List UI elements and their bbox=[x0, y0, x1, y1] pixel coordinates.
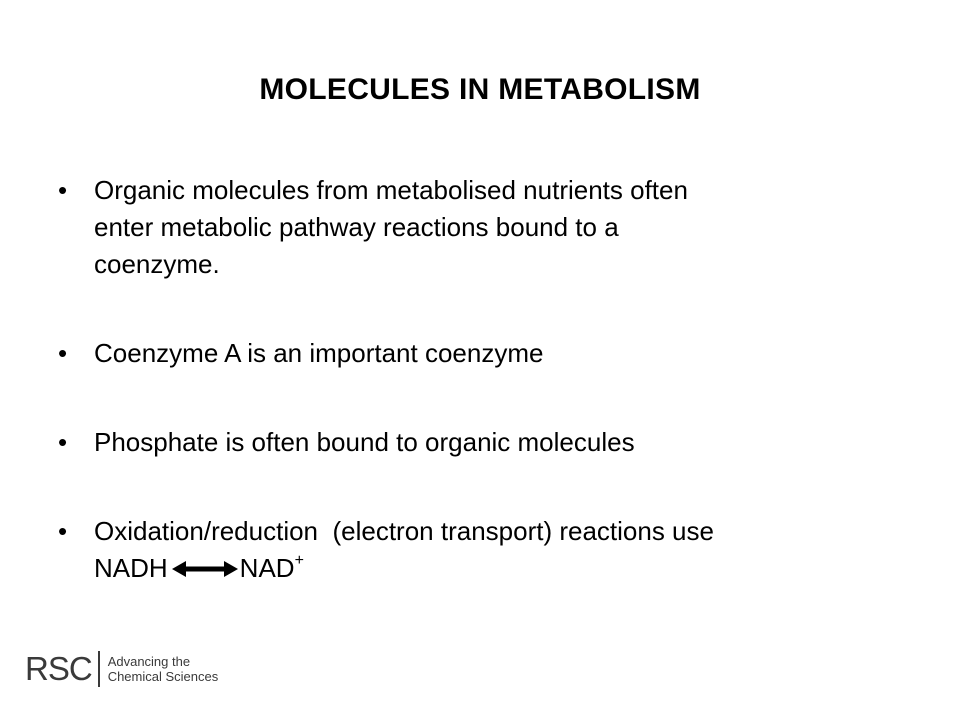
nad-label: NAD bbox=[239, 553, 295, 583]
bullet-line: Oxidation/reduction (electron transport) reactions use bbox=[94, 516, 714, 546]
bullet-line: Phosphate is often bound to organic molecules bbox=[94, 427, 635, 457]
bullet-icon: • bbox=[58, 516, 68, 546]
bullet-icon: • bbox=[58, 338, 68, 368]
rsc-logo bbox=[25, 650, 218, 688]
bullet-item-phosphate bbox=[58, 424, 878, 461]
bullet-item-coenzyme-a bbox=[58, 335, 878, 372]
bullet-line: coenzyme. bbox=[94, 249, 220, 279]
bullet-line: enter metabolic pathway reactions bound to a bbox=[94, 212, 619, 242]
logo-tagline-line1: Advancing the bbox=[107, 654, 191, 669]
logo-tagline-line2: Chemical Sciences bbox=[107, 669, 219, 684]
double-headed-arrow-icon bbox=[172, 559, 238, 579]
nad-plus-label bbox=[240, 550, 304, 587]
bullet-line: Organic molecules from metabolised nutrients often bbox=[94, 175, 688, 205]
slide-title: MOLECULES IN METABOLISM bbox=[259, 73, 701, 106]
bullet-icon: • bbox=[58, 175, 68, 205]
bullet-line: Coenzyme A is an important coenzyme bbox=[94, 338, 544, 368]
nadh-label: NADH bbox=[94, 553, 168, 583]
logo-tagline bbox=[108, 654, 219, 684]
rsc-logo-mark: RSC bbox=[25, 650, 92, 687]
nad-charge: + bbox=[294, 552, 304, 570]
logo-divider bbox=[98, 651, 100, 687]
bullet-icon: • bbox=[58, 427, 68, 457]
bullet-list bbox=[58, 172, 878, 587]
nad-equation bbox=[94, 550, 304, 587]
bullet-item-organic-molecules bbox=[58, 172, 878, 283]
bullet-item-oxidation-reduction bbox=[58, 513, 878, 587]
